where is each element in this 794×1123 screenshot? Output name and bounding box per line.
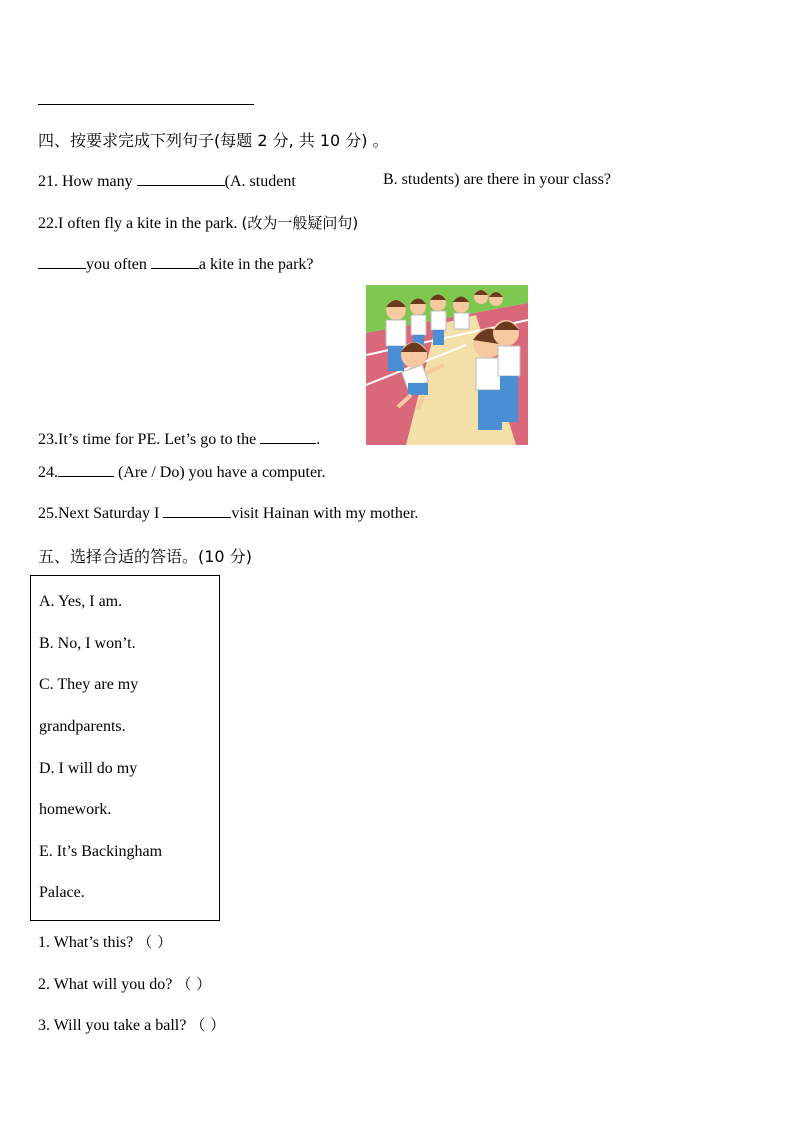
- question-21: [38, 171, 296, 191]
- q25-blank[interactable]: [163, 503, 231, 518]
- section4-heading: 四、按要求完成下列句子(每题 2 分, 共 10 分) 。: [38, 131, 389, 150]
- option-line: A. Yes, I am.: [39, 593, 123, 610]
- q21-text-a: . How many: [54, 173, 137, 190]
- q21-number: 21: [38, 173, 54, 190]
- q22-instruction: (改为一般疑问句): [241, 214, 359, 232]
- q22-answer-line: [38, 254, 314, 274]
- q22-text-a: .I often fly a kite in the park.: [54, 215, 242, 232]
- q24-number: 24: [38, 464, 54, 481]
- mq3-text: 3. Will you take a ball?: [38, 1017, 187, 1034]
- option-line: D. I will do my: [39, 760, 138, 777]
- q23-blank[interactable]: [260, 429, 316, 444]
- option-line: E. It’s Backingham: [39, 843, 163, 860]
- q23-number: 23: [38, 431, 54, 448]
- q24-blank[interactable]: [58, 462, 114, 477]
- q25-text-a: .Next Saturday I: [54, 505, 164, 522]
- long-jump-illustration-svg: [366, 285, 528, 445]
- option-line: Palace.: [39, 884, 85, 901]
- q21-text-c: B. students) are there in your class?: [383, 171, 611, 188]
- option-line: grandparents.: [39, 718, 126, 735]
- option-line: C. They are my: [39, 676, 139, 693]
- q22-blank-2[interactable]: [151, 254, 199, 269]
- section5-heading: 五、选择合适的答语。(10 分): [38, 547, 252, 566]
- q22-blank-1[interactable]: [38, 254, 86, 269]
- question-23: [38, 429, 320, 449]
- question-25: [38, 503, 418, 523]
- option-line: B. No, I won’t.: [39, 635, 136, 652]
- mq2-answer-paren[interactable]: （ ）: [176, 975, 212, 993]
- long-jump-illustration: [366, 285, 528, 445]
- answer-options-box: [30, 575, 220, 921]
- mq1-answer-paren[interactable]: （ ）: [137, 933, 173, 951]
- q24-text-a: .: [54, 464, 58, 481]
- answer-line-top: [38, 104, 254, 105]
- q23-text-a: .It’s time for PE. Let’s go to the: [54, 431, 261, 448]
- q22-answer-a: you often: [86, 256, 151, 273]
- mq3-answer-paren[interactable]: （ ）: [190, 1016, 226, 1034]
- matching-question-1: [38, 931, 172, 952]
- question-24: [38, 462, 325, 482]
- q25-text-b: visit Hainan with my mother.: [231, 505, 419, 522]
- q21-blank[interactable]: [137, 171, 225, 186]
- q22-answer-b: a kite in the park?: [198, 256, 314, 273]
- q23-text-b: .: [316, 431, 321, 448]
- question-22: [38, 212, 358, 233]
- q24-text-b: (Are / Do) you have a computer.: [114, 464, 326, 481]
- option-line: homework.: [39, 801, 112, 818]
- q21-text-b: (A. student: [224, 173, 296, 190]
- mq1-text: 1. What’s this?: [38, 934, 134, 951]
- matching-question-2: [38, 973, 211, 994]
- mq2-text: 2. What will you do?: [38, 976, 173, 993]
- matching-question-3: [38, 1014, 225, 1035]
- q22-number: 22: [38, 215, 54, 232]
- q25-number: 25: [38, 505, 54, 522]
